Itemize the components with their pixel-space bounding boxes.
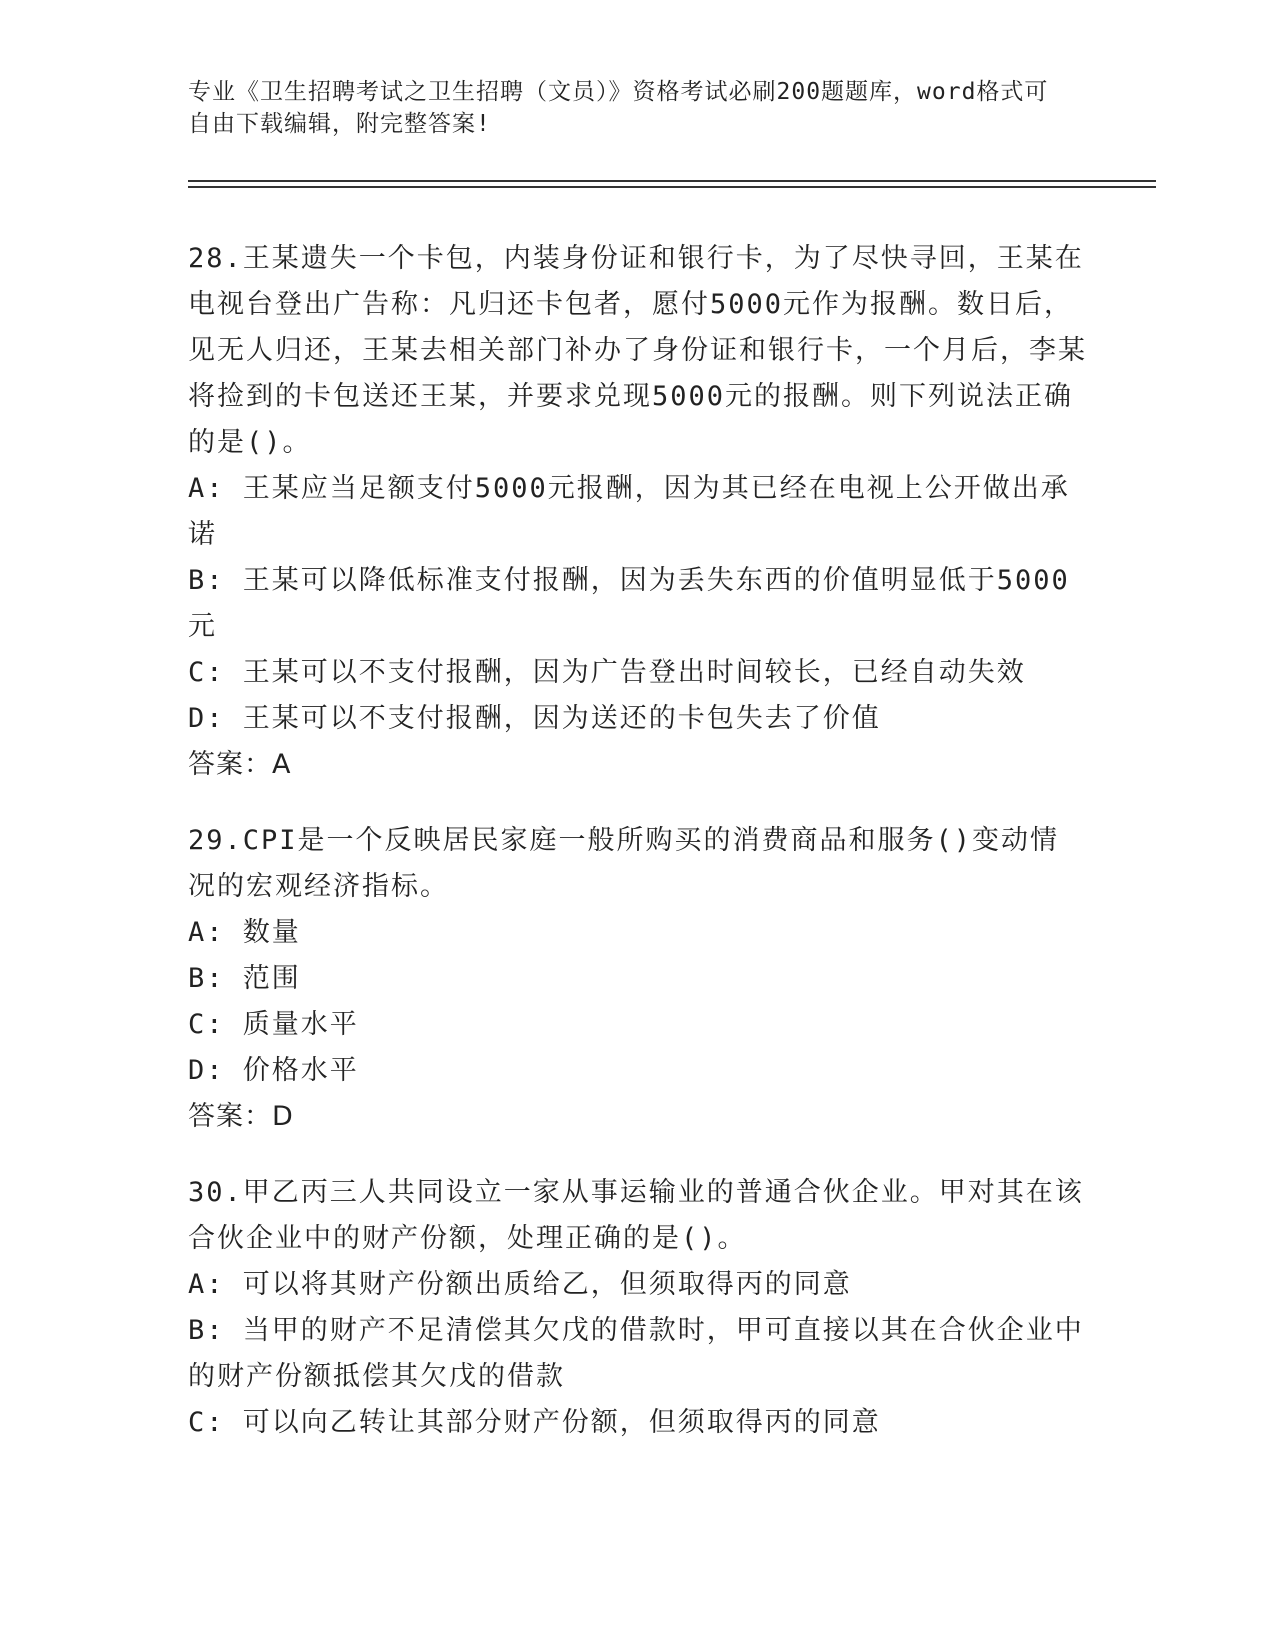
option-c: C: 可以向乙转让其部分财产份额，但须取得丙的同意 [188,1407,881,1438]
question-30 [188,1170,1088,1446]
answer: 答案：D [188,1101,294,1132]
header-divider-bottom [188,186,1156,188]
option-c: C: 质量水平 [188,1009,359,1040]
answer: 答案：A [188,749,292,780]
question-stem: 28.王某遗失一个卡包，内装身份证和银行卡，为了尽快寻回，王某在电视台登出广告称：凡归还卡包者，愿付5000元作为报酬。数日后，见无人归还，王某去相关部门补办了身份证和银行卡，一个月后，李某将捡到的卡包送还王某，并要求兑现5000元的报酬。则下列说法正确的是()。 [188,243,1087,458]
option-a: A: 王某应当足额支付5000元报酬，因为其已经在电视上公开做出承诺 [188,473,1070,550]
question-28 [188,236,1088,788]
option-a: A: 数量 [188,917,301,948]
header-divider-top [188,180,1156,182]
question-stem: 30.甲乙丙三人共同设立一家从事运输业的普通合伙企业。甲对其在该合伙企业中的财产份额，处理正确的是()。 [188,1177,1084,1254]
option-d: D: 价格水平 [188,1055,359,1086]
option-b: B: 王某可以降低标准支付报酬，因为丢失东西的价值明显低于5000元 [188,565,1070,642]
document-header: 专业《卫生招聘考试之卫生招聘（文员）》资格考试必刷200题题库，word格式可自由下载编辑，附完整答案! [188,79,1049,137]
question-29 [188,818,1088,1140]
option-a: A: 可以将其财产份额出质给乙，但须取得丙的同意 [188,1269,852,1300]
option-d: D: 王某可以不支付报酬，因为送还的卡包失去了价值 [188,703,881,734]
option-b: B: 当甲的财产不足清偿其欠戊的借款时，甲可直接以其在合伙企业中的财产份额抵偿其欠戊的借款 [188,1315,1084,1392]
option-c: C: 王某可以不支付报酬，因为广告登出时间较长，已经自动失效 [188,657,1026,688]
question-list [188,236,1088,1476]
question-stem: 29.CPI是一个反映居民家庭一般所购买的消费商品和服务()变动情况的宏观经济指标。 [188,825,1060,902]
option-b: B: 范围 [188,963,301,994]
